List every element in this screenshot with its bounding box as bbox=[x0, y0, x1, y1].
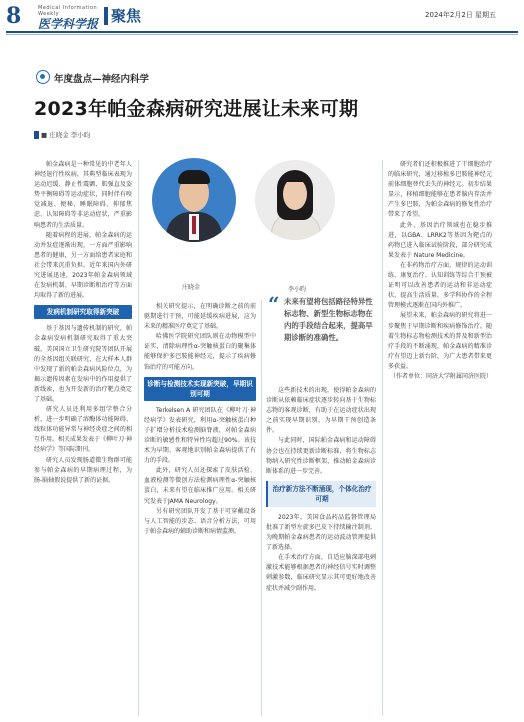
page-number: 8 bbox=[6, 3, 22, 29]
author-affiliation: （作者单位：同济大学附属同济医院） bbox=[389, 372, 492, 380]
header-rule-thin bbox=[6, 34, 518, 35]
paragraph: 展望未来，帕金森病的研究将进一步聚焦于早期诊断和疾病修饰治疗。随着生物标志物检测技术的普及和新型治疗手段的不断涌现，帕金森病的精准诊疗有望迈上新台阶，为广大患者带来更多获益。 bbox=[388, 312, 492, 370]
column-divider bbox=[382, 160, 383, 716]
paragraph: 随着病程的进展，帕金森病的运动并发症逐渐出现，一方面严重影响患者的健康，另一方面给患者家庭和社会带来沉重负担。近年来国内外研究进展迅速，2023年帕金森病领域在发病机制、早期诊断和治疗等方面均取得了新的进展。 bbox=[34, 231, 132, 300]
paragraph: 2023年，美国食品药品监督管理局批准了新型左旋多巴皮下持续输注制剂，为晚期帕金森病患者的运动波动管理提供了新选择。 bbox=[266, 513, 376, 552]
section-marker bbox=[104, 7, 108, 25]
article-column-1 bbox=[34, 160, 132, 720]
author-photo-male bbox=[152, 158, 236, 242]
masthead bbox=[38, 5, 108, 31]
photo-caption: 李小昀 bbox=[288, 286, 307, 293]
paragraph: Terkelsen A 研究团队在《柳叶刀·神经病学》发表研究，利用α-突触核蛋白种子扩增分析技术检测脑脊液，对帕金森病诊断的敏感性和特异性均超过90%。该技术为早期、客观地识别帕金森病提供了有力的手段。 bbox=[144, 406, 256, 465]
paragraph: 研究人员发现肠道微生物群可能参与帕金森病的早期病理过程，为肠-脑轴假说提供了新的证据。 bbox=[34, 456, 132, 484]
article-column-3 bbox=[266, 386, 376, 720]
paragraph: 此外，研究人员还探索了皮肤活检、血液检测等微创方法检测病理性α-突触核蛋白，未来有望在临床推广应用。相关研究发表于JAMA Neurology。 bbox=[144, 467, 256, 505]
photo-caption: 庄晓金 bbox=[182, 284, 201, 291]
paragraph: 在非药物治疗方面，规律的运动训练、康复治疗、认知训练等综合干预被证明可以改善患者的运动和非运动症状，提高生活质量。多学科协作的全程管理模式逐渐在国内外推广。 bbox=[388, 261, 492, 310]
masthead-title: 医学科学报 bbox=[38, 17, 99, 31]
article-column-4 bbox=[388, 160, 492, 720]
column-divider bbox=[138, 160, 139, 716]
subheading: 治疗新方法不断涌现，个体化治疗可期 bbox=[266, 481, 376, 507]
paragraph: 研究者们还积极推进了干细胞治疗的临床研究，通过移植多巴胺能神经元前体细胞替代丢失的神经元。初步结果显示，移植细胞能够在患者脑内存活并产生多巴胺，为帕金森病的修复性治疗带来了希望。 bbox=[388, 161, 492, 219]
bullet-circle-icon bbox=[36, 70, 50, 84]
article-column-2 bbox=[144, 302, 256, 720]
article-headline: 2023年帕金森病研究进展让未来可期 bbox=[34, 98, 359, 120]
paragraph: 此外，基因治疗领域也在稳步推进，以GBA、LRRK2等基因为靶点的药物已进入临床试验阶段，部分研究成果发表于 Nature Medicine。 bbox=[388, 221, 492, 259]
section-title: 聚焦 bbox=[111, 7, 142, 25]
paragraph: 研究人员还利用多组学整合分析，进一步明确了溶酶体功能障碍、线粒体功能异常与神经炎症之间的相互作用。相关成果发表于《柳叶刀·神经病学》等国际期刊。 bbox=[34, 406, 132, 454]
pull-quote: 未来有望将包括路径特异性标志物、新型生物标志物在内的手段结合起来，提高早期诊断的准确性。 bbox=[284, 297, 373, 342]
byline-marker bbox=[34, 131, 39, 139]
paragraph: 这些新技术的出现，使得帕金森病的诊断从依赖临床症状逐步转向基于生物标志物的客观诊断，有助于在运动症状出现之前实现早期识别，为早期干预创造条件。 bbox=[266, 387, 376, 435]
paragraph: 基于基因与遗传机制的研究，帕金森病发病机制研究取得了重大突破。美国国立卫生研究院等团队开展的全基因组关联研究，在大样本人群中发现了新的帕金森病风险位点，为揭示遗传因素在发病中的作用提供了新线索，也为开发新的治疗靶点奠定了基础。 bbox=[34, 325, 132, 403]
paragraph: 哈佛医学院研究团队则在动物模型中证实，清除病理性α-突触核蛋白的聚集体能够保护多巴胺能神经元，提示了疾病修饰治疗的可能方向。 bbox=[144, 333, 256, 371]
paragraph: 另有研究团队开发了基于可穿戴设备与人工智能的步态、语音分析方法，可用于帕金森病的辅助诊断和病情监测。 bbox=[144, 507, 256, 535]
article-kicker: 年度盘点—神经内科学 bbox=[54, 74, 150, 85]
quote-mark-icon: “ bbox=[268, 292, 280, 316]
subheading: 发病机制研究取得新突破 bbox=[34, 305, 132, 319]
masthead-subtitle: Medical Information Weekly bbox=[38, 5, 98, 17]
issue-date: 2024年2月2日 星期五 bbox=[425, 11, 496, 19]
paragraph: 在手术治疗方面，自适应脑深部电刺激技术能够根据患者的神经信号实时调整刺激参数，临床研究显示其可更好地改善症状并减少副作用。 bbox=[266, 554, 376, 592]
author-photo-female bbox=[255, 160, 335, 240]
article-byline: ■ 庄晓金 李小昀 bbox=[41, 131, 91, 139]
paragraph: 相关研究提示，在明确诊断之前的前驱期进行干预，可能延缓疾病进展，这为未来的精准医疗奠定了基础。 bbox=[144, 303, 256, 331]
paragraph: 与此同时，国际帕金森病和运动障碍协会也在持续更新诊断标准，将生物标志物纳入研究性诊断框架，推动帕金森病诊断体系的进一步完善。 bbox=[266, 437, 376, 475]
subheading: 诊断与检测技术实现新突破，早期识别可期 bbox=[144, 377, 256, 401]
header-rule bbox=[6, 31, 518, 33]
paragraph: 帕金森病是一种常见的中老年人神经退行性疾病，其典型临床表现为运动迟缓、静止性震颤、肌强直及姿势平衡障碍等运动症状，同时伴有嗅觉减退、便秘、睡眠障碍、抑郁焦虑、认知障碍等非运动症状，严重影响患者的生活质量。 bbox=[34, 161, 132, 229]
column-divider bbox=[261, 300, 262, 716]
